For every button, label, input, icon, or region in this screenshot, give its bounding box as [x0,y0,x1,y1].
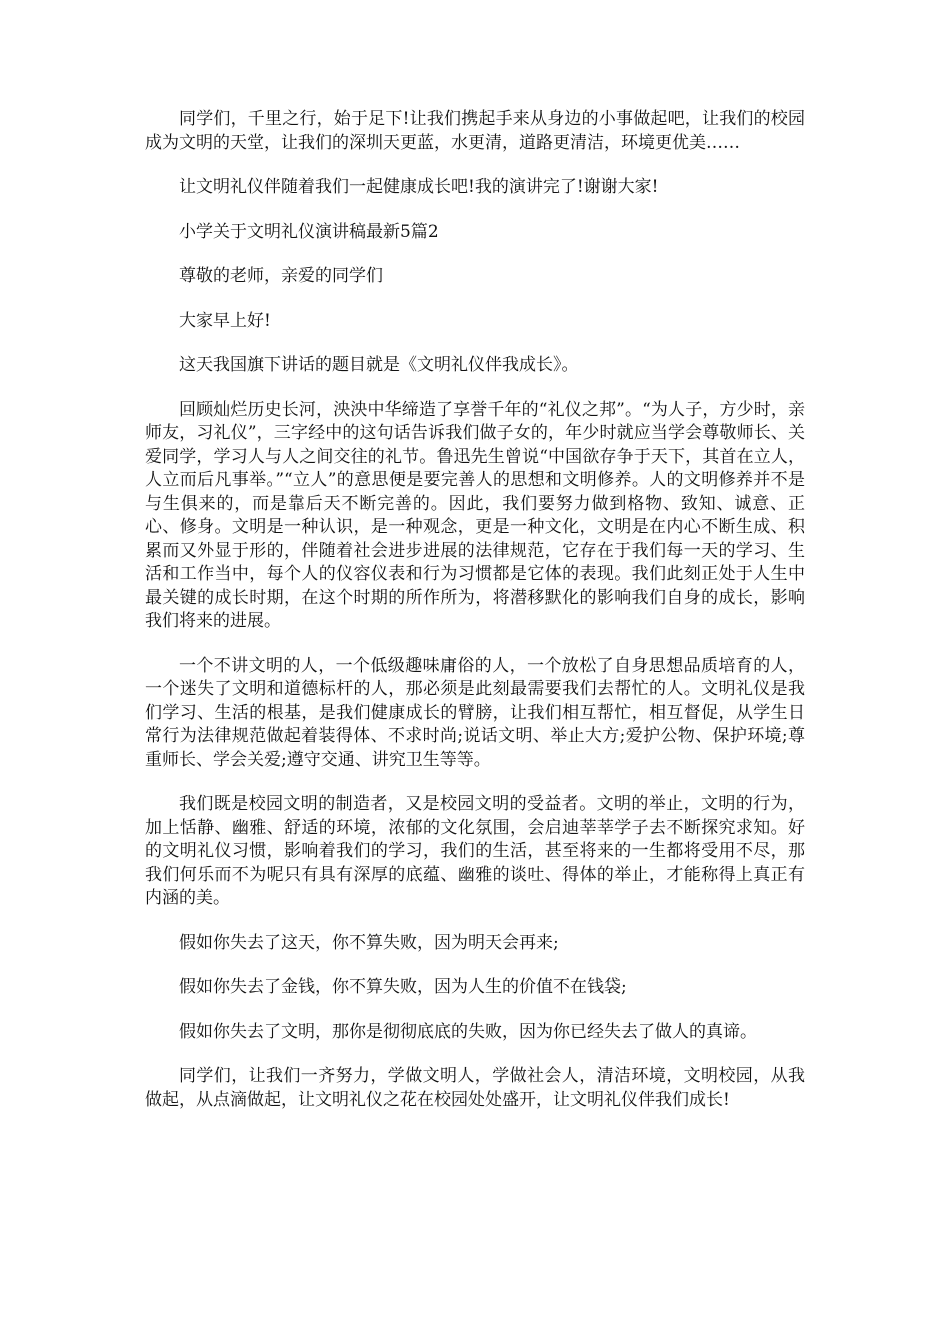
paragraph-conclusion: 同学们，让我们一齐努力，学做文明人，学做社会人，清洁环境，文明校园，从我做起，从点滴做起，让文明礼仪之花在校园处处盛开，让文明礼仪伴我们成长! [145,1066,805,1110]
paragraph-if-today: 假如你失去了这天，你不算失败，因为明天会再来; [179,932,559,953]
paragraph-if-civility: 假如你失去了文明，那你是彻彻底底的失败，因为你已经失去了做人的真谛。 [179,1021,757,1042]
paragraph-speech-end: 让文明礼仪伴随着我们一起健康成长吧!我的演讲完了!谢谢大家! [179,177,659,197]
paragraph-uncivilized: 一个不讲文明的人，一个低级趣味庸俗的人，一个放松了自身思想品质培育的人，一个迷失了文明和道德标杆的人，那必须是此刻最需要我们去帮忙的人。文明礼仪是我们学习、生活的根基，是我们健康成长的臂膀，让我们相互帮忙，相互督促，从学生日常行为法律规范做起着装得体、不求时尚;说话文明、举止大方;爱护公物、保护环境;尊重师长、学会关爱;遵守交通、讲究卫生等等。 [145,655,805,770]
document-body [145,108,805,1133]
speech-topic: 这天我国旗下讲话的题目就是《文明礼仪伴我成长》。 [179,355,579,375]
salutation: 尊敬的老师，亲爱的同学们 [179,266,383,286]
paragraph-closing-call: 同学们，千里之行，始于足下!让我们携起手来从身边的小事做起吧，让我们的校园成为文明的天堂，让我们的深圳天更蓝，水更清，道路更清洁，环境更优美…… [145,109,805,153]
greeting: 大家早上好! [179,310,271,331]
section-title: 小学关于文明礼仪演讲稿最新5篇2 [179,221,439,242]
paragraph-if-money: 假如你失去了金钱，你不算失败，因为人生的价值不在钱袋; [179,977,627,997]
paragraph-campus: 我们既是校园文明的制造者，又是校园文明的受益者。文明的举止，文明的行为，加上恬静、幽雅、舒适的环境，浓郁的文化氛围，会启迪莘莘学子去不断探究求知。好的文明礼仪习惯，影响着我们的学习，我们的生活，甚至将来的一生都将受用不尽，那我们何乐而不为呢只有具有深厚的底蕴、幽雅的谈吐、得体的举止，才能称得上真正有内涵的美。 [145,794,805,908]
paragraph-history: 回顾灿烂历史长河，泱泱中华缔造了享誉千年的“礼仪之邦”。“为人子，方少时，亲师友，习礼仪”，三字经中的这句话告诉我们做子女的，年少时就应当学会尊敬师长、关爱同学，学习人与人之间交往的礼节。鲁迅先生曾说“中国欲存争于天下，其首在立人，人立而后凡事举。”“立人”的意思便是要完善人的思想和文明修养。人的文明修养并不是与生俱来的，而是靠后天不断完善的。因此，我们要努力做到格物、致知、诚意、正心、修身。文明是一种认识，是一种观念，更是一种文化，文明是在内心不断生成、积累而又外显于形的，伴随着社会进步进展的法律规范，它存在于我们每一天的学习、生活和工作当中，每个人的仪容仪表和行为习惯都是它体的表现。我们此刻正处于人生中最关键的成长时期，在这个时期的所作所为，将潜移默化的影响我们自身的成长，影响我们将来的进展。 [145,399,805,631]
